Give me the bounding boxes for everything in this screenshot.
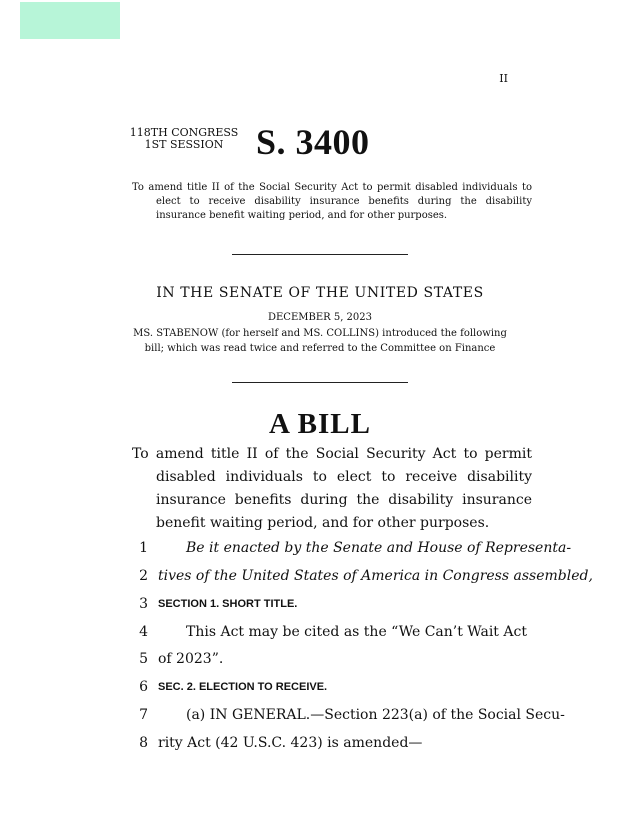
line-number: 7 xyxy=(139,707,148,723)
bill-line xyxy=(0,679,640,703)
long-purpose: To amend title II of the Social Security Act to permit disabled individuals to elect to receive disability insurance benefits during the disability insurance benefit waiting period, and for other purposes. xyxy=(132,446,532,531)
line-text: tives of the United States of America in Congress assembled, xyxy=(158,568,593,584)
congress-label: 118TH CONGRESS xyxy=(129,126,239,139)
bill-line xyxy=(0,596,640,620)
bill-line xyxy=(0,540,640,564)
chamber-heading: IN THE SENATE OF THE UNITED STATES xyxy=(156,285,484,301)
line-text: rity Act (42 U.S.C. 423) is amended— xyxy=(158,735,423,751)
line-number: 3 xyxy=(139,596,148,612)
sponsor-text-mid: (for herself and MS. xyxy=(218,328,327,339)
line-number: 1 xyxy=(139,540,148,556)
section-heading: SECTION 1. SHORT TITLE. xyxy=(158,598,298,610)
section-heading: SEC. 2. ELECTION TO RECEIVE. xyxy=(158,681,328,693)
line-number: 4 xyxy=(139,624,148,640)
line-text: Be it enacted by the Senate and House of Representa- xyxy=(186,540,572,556)
session-label: 1ST SESSION xyxy=(144,138,224,151)
page-roman-numeral: II xyxy=(499,72,508,85)
line-number: 2 xyxy=(139,568,148,584)
bill-line xyxy=(0,735,640,759)
line-text: This Act may be cited as the “We Can’t Wait Act xyxy=(186,624,527,640)
short-purpose: To amend title II of the Social Security Act to permit disabled individuals to elect to receive disability insurance benefits during the disability insurance benefit waiting period, and for other purposes. xyxy=(132,182,532,221)
line-text: of 2023”. xyxy=(158,651,224,667)
corner-tag xyxy=(20,2,120,39)
line-number: 6 xyxy=(139,679,148,695)
sponsor-text-post: ) introduced the following bill; which was read twice and referred to the Committee on Finance xyxy=(144,328,507,354)
sponsor-name: MS. STABENOW xyxy=(133,328,219,339)
bill-line xyxy=(0,707,640,731)
line-number: 5 xyxy=(139,651,148,667)
bill-heading: A BILL xyxy=(269,408,371,440)
introduction-date: DECEMBER 5, 2023 xyxy=(267,312,373,323)
divider-top xyxy=(232,254,408,255)
cosponsor-name: COLLINS xyxy=(326,328,376,339)
bill-line xyxy=(0,651,640,675)
bill-line xyxy=(0,568,640,592)
bill-line xyxy=(0,624,640,648)
line-text: (a) IN GENERAL.—Section 223(a) of the Social Secu- xyxy=(186,707,565,723)
sponsor-statement xyxy=(130,326,510,356)
divider-bottom xyxy=(232,382,408,383)
line-number: 8 xyxy=(139,735,148,751)
bill-number: S. 3400 xyxy=(256,122,370,162)
